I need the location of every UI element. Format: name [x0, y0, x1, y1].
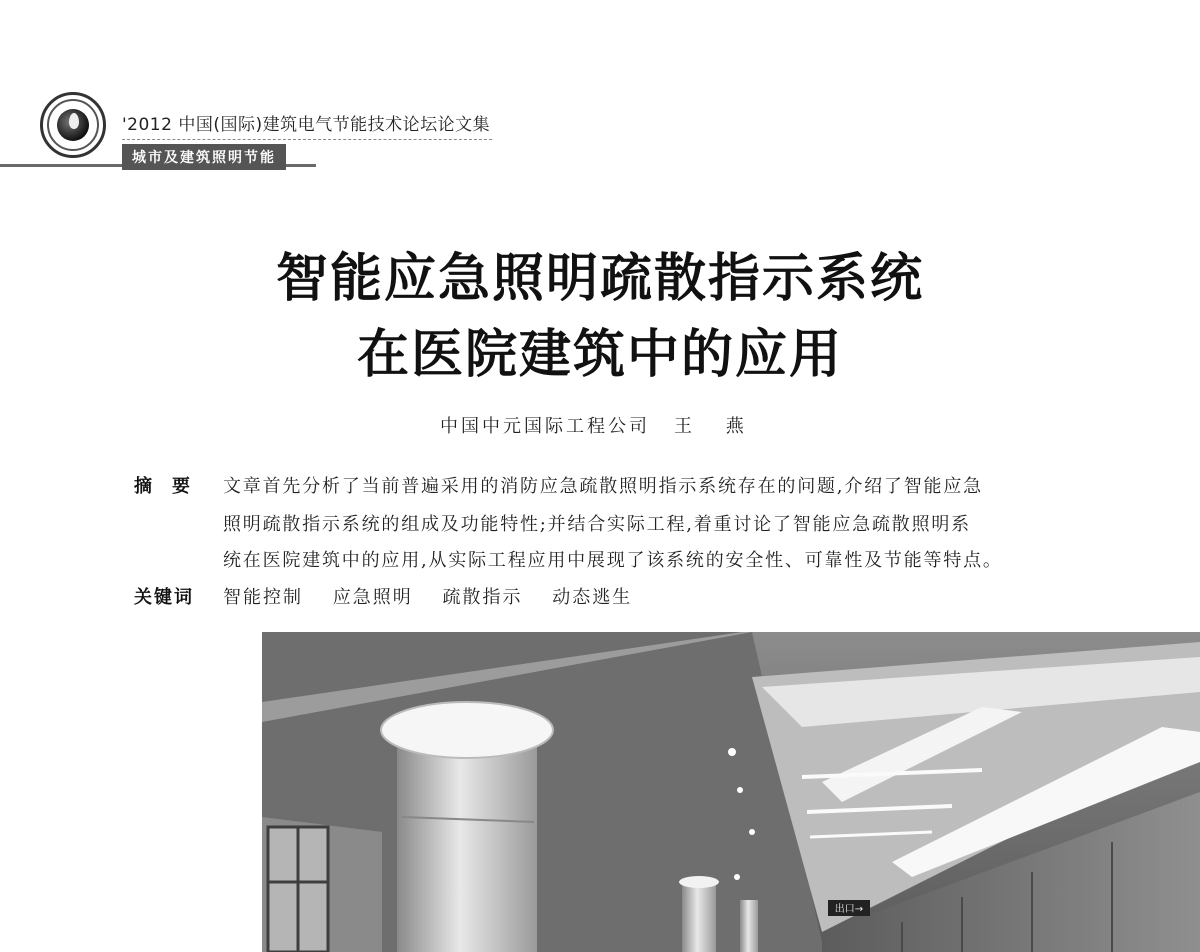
header-divider	[122, 139, 492, 140]
affiliation: 中国中元国际工程公司	[440, 416, 650, 437]
article-title-line-1: 智能应急照明疏散指示系统	[275, 249, 924, 309]
abstract-line: 照明疏散指示系统的组成及功能特性;并结合实际工程,着重讨论了智能应急疏散照明系	[223, 514, 971, 535]
keywords-list	[223, 583, 654, 609]
abstract-label: 摘要	[134, 476, 210, 497]
page-header	[0, 0, 1200, 175]
keyword: 智能控制	[223, 587, 303, 608]
abstract-line: 文章首先分析了当前普遍采用的消防应急疏散照明指示系统存在的问题,介绍了智能应急	[223, 476, 983, 497]
hospital-corridor-photo	[262, 632, 1200, 952]
keywords-label: 关键词	[134, 587, 194, 608]
abstract-line: 统在医院建筑中的应用,从实际工程应用中展现了该系统的安全性、可靠性及节能等特点。	[223, 550, 1003, 571]
conference-logo-icon	[40, 92, 106, 158]
exit-sign: 出口→	[834, 904, 864, 915]
keyword: 动态逃生	[552, 587, 633, 608]
keyword: 疏散指示	[442, 587, 523, 608]
author-name: 王 燕	[674, 416, 758, 437]
series-title: '2012 中国(国际)建筑电气节能技术论坛论文集	[122, 115, 491, 135]
author-line	[440, 412, 758, 438]
keyword: 应急照明	[332, 587, 413, 608]
article-title-line-2: 在医院建筑中的应用	[356, 325, 843, 385]
section-tag: 城市及建筑照明节能	[122, 144, 286, 170]
